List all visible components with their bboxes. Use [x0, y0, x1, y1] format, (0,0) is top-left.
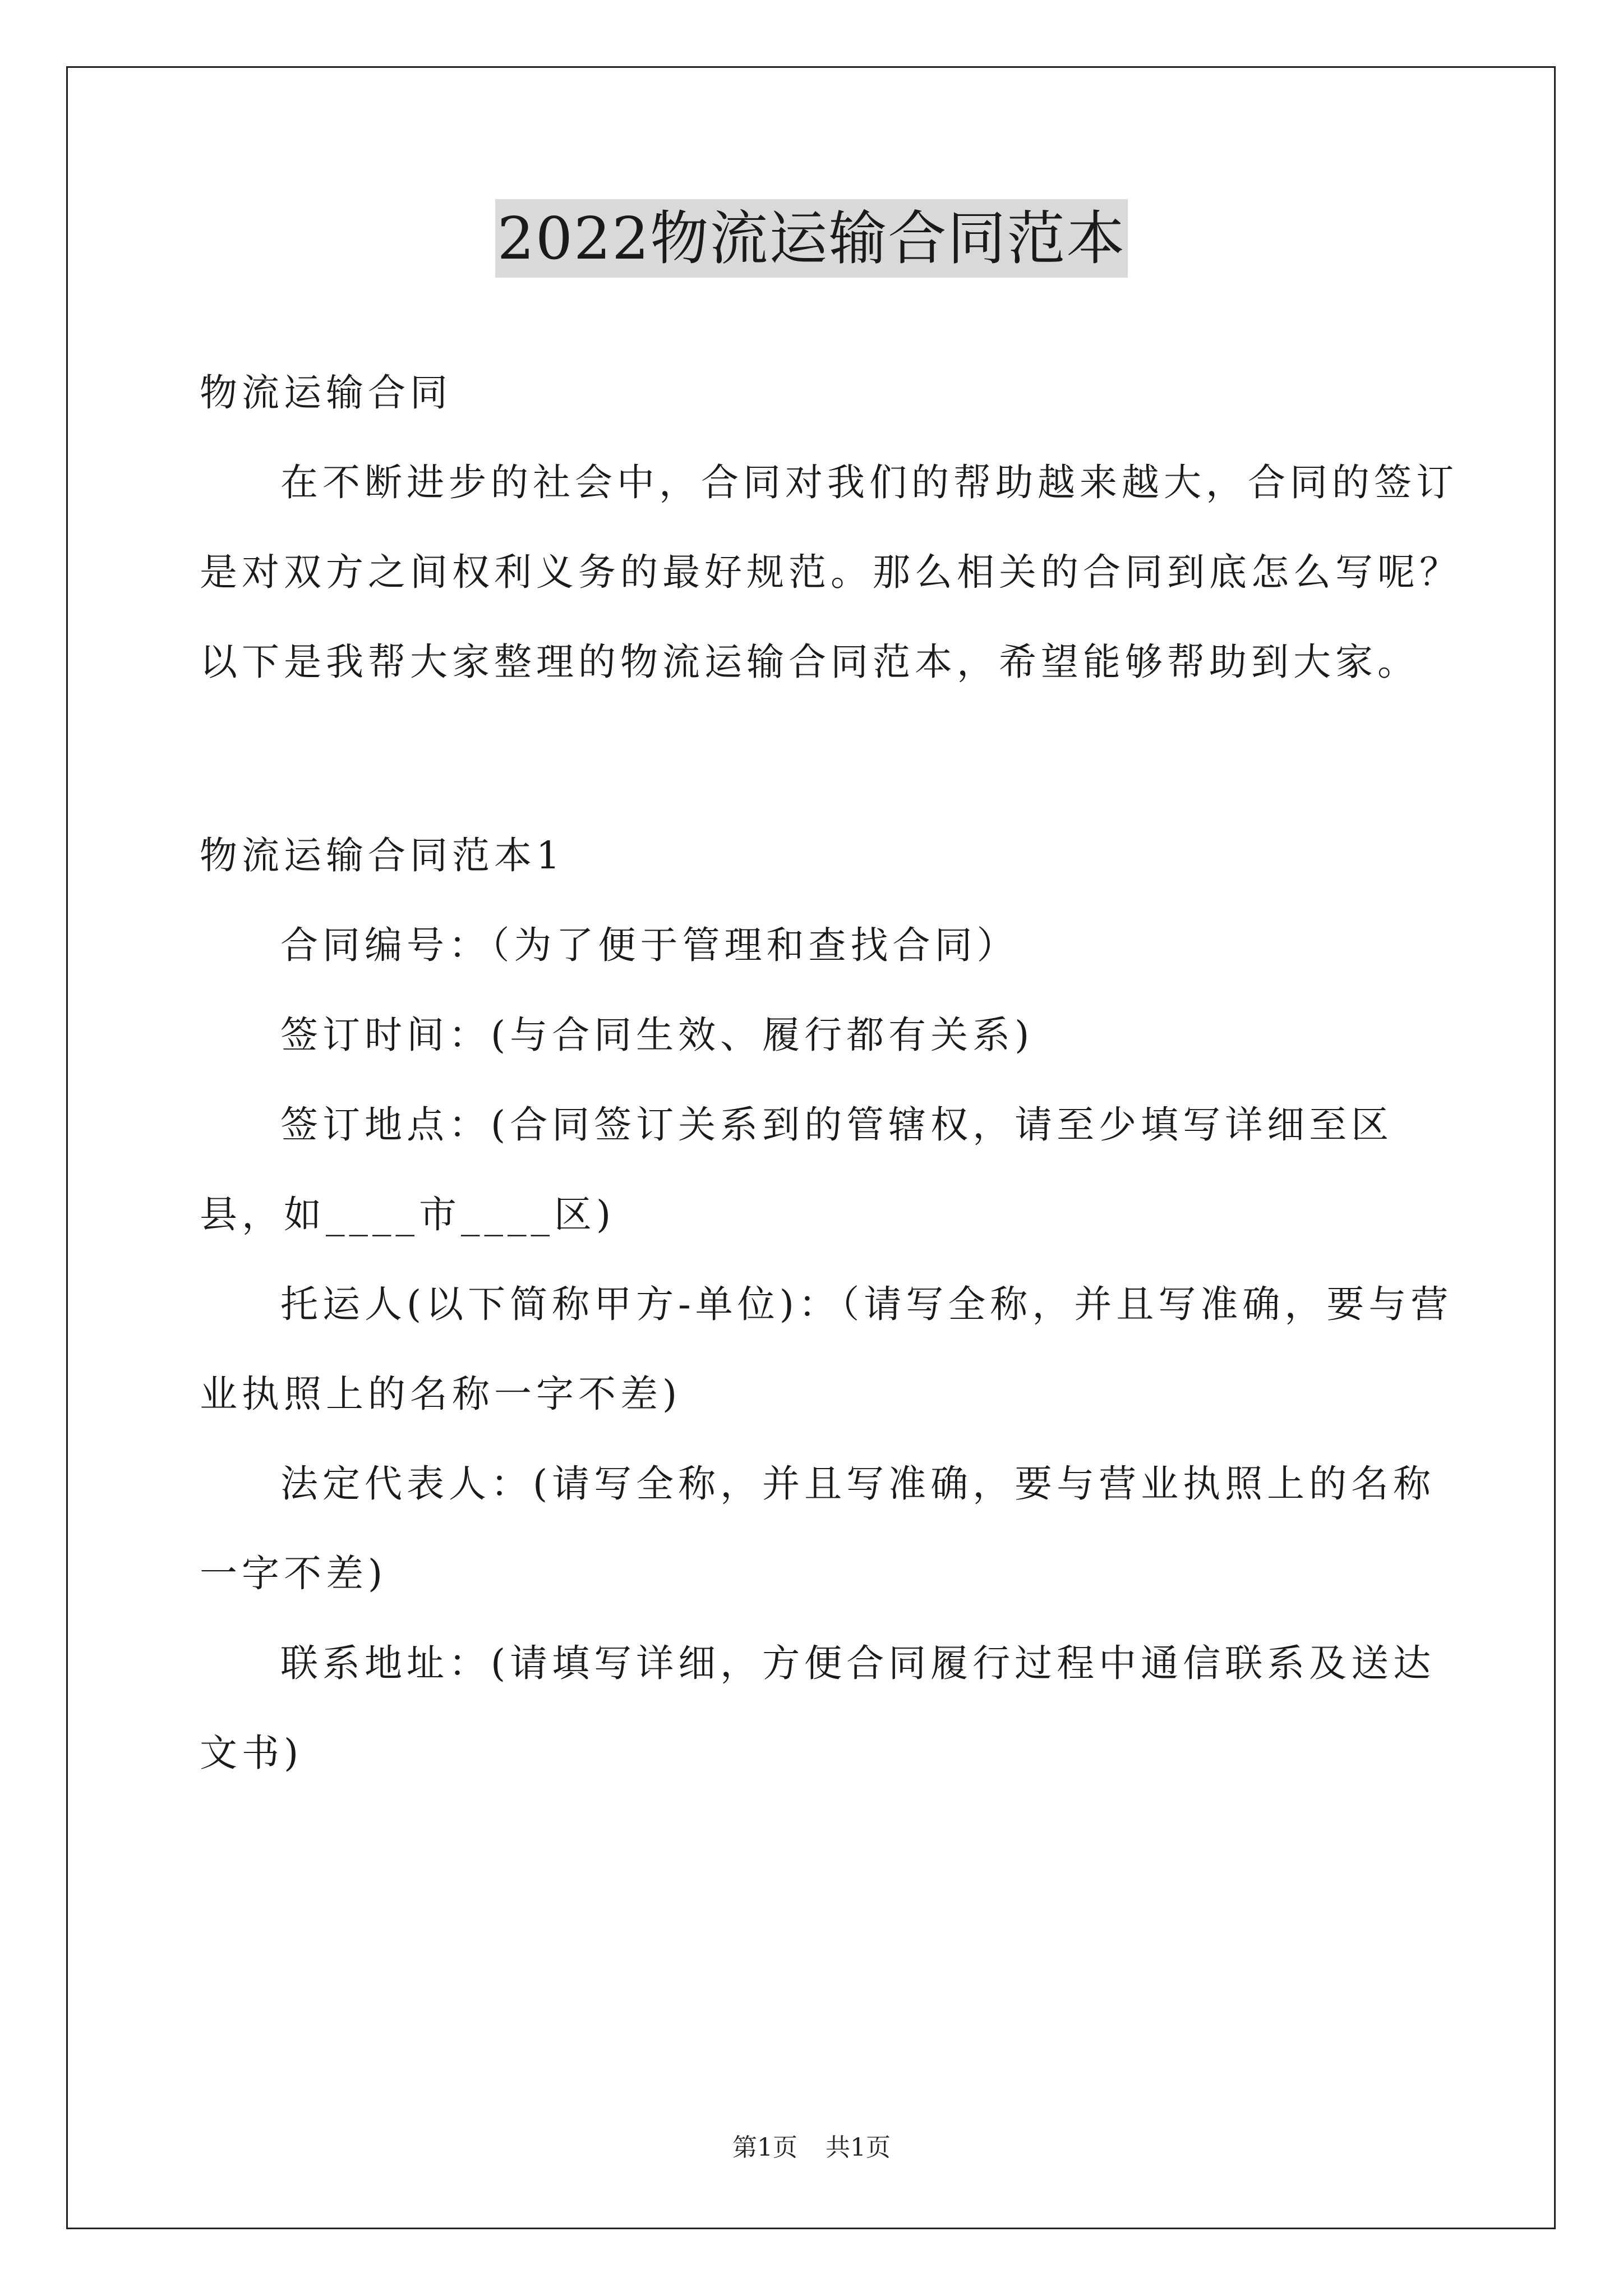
signing-time-line: 签订时间：(与合同生效、履行都有关系): [280, 1013, 1034, 1057]
section-heading: 物流运输合同范本1: [200, 834, 565, 877]
contact-address-line: 联系地址：(请填写详细，方便合同履行过程中通信联系及送达文书): [200, 1641, 1436, 1775]
page-total: 共1页: [826, 2133, 891, 2162]
intro-paragraph: 在不断进步的社会中，合同对我们的帮助越来越大，合同的签订是对双方之间权利义务的最好规范。那么相关的合同到底怎么写呢？以下是我帮大家整理的物流运输合同范本，希望能够帮助到大家。: [200, 461, 1461, 684]
page-footer: [0, 2127, 1623, 2163]
document-title: 2022物流运输合同范本: [495, 199, 1128, 278]
document-body: [200, 348, 1461, 1798]
page-number: 第1页: [732, 2133, 797, 2162]
signing-place-line: 签订地点：(合同签订关系到的管辖权，请至少填写详细至区县，如____市____区): [200, 1103, 1394, 1236]
contract-number-line: 合同编号：（为了便于管理和查找合同）: [280, 923, 1019, 967]
shipper-line: 托运人(以下简称甲方-单位)：（请写全称，并且写准确，要与营业执照上的名称一字不差): [200, 1282, 1453, 1416]
legal-rep-line: 法定代表人：(请写全称，并且写准确，要与营业执照上的名称一字不差): [200, 1462, 1436, 1595]
section-heading: 物流运输合同: [200, 371, 452, 415]
title-container: [0, 199, 1623, 278]
spacer: [200, 707, 1461, 811]
